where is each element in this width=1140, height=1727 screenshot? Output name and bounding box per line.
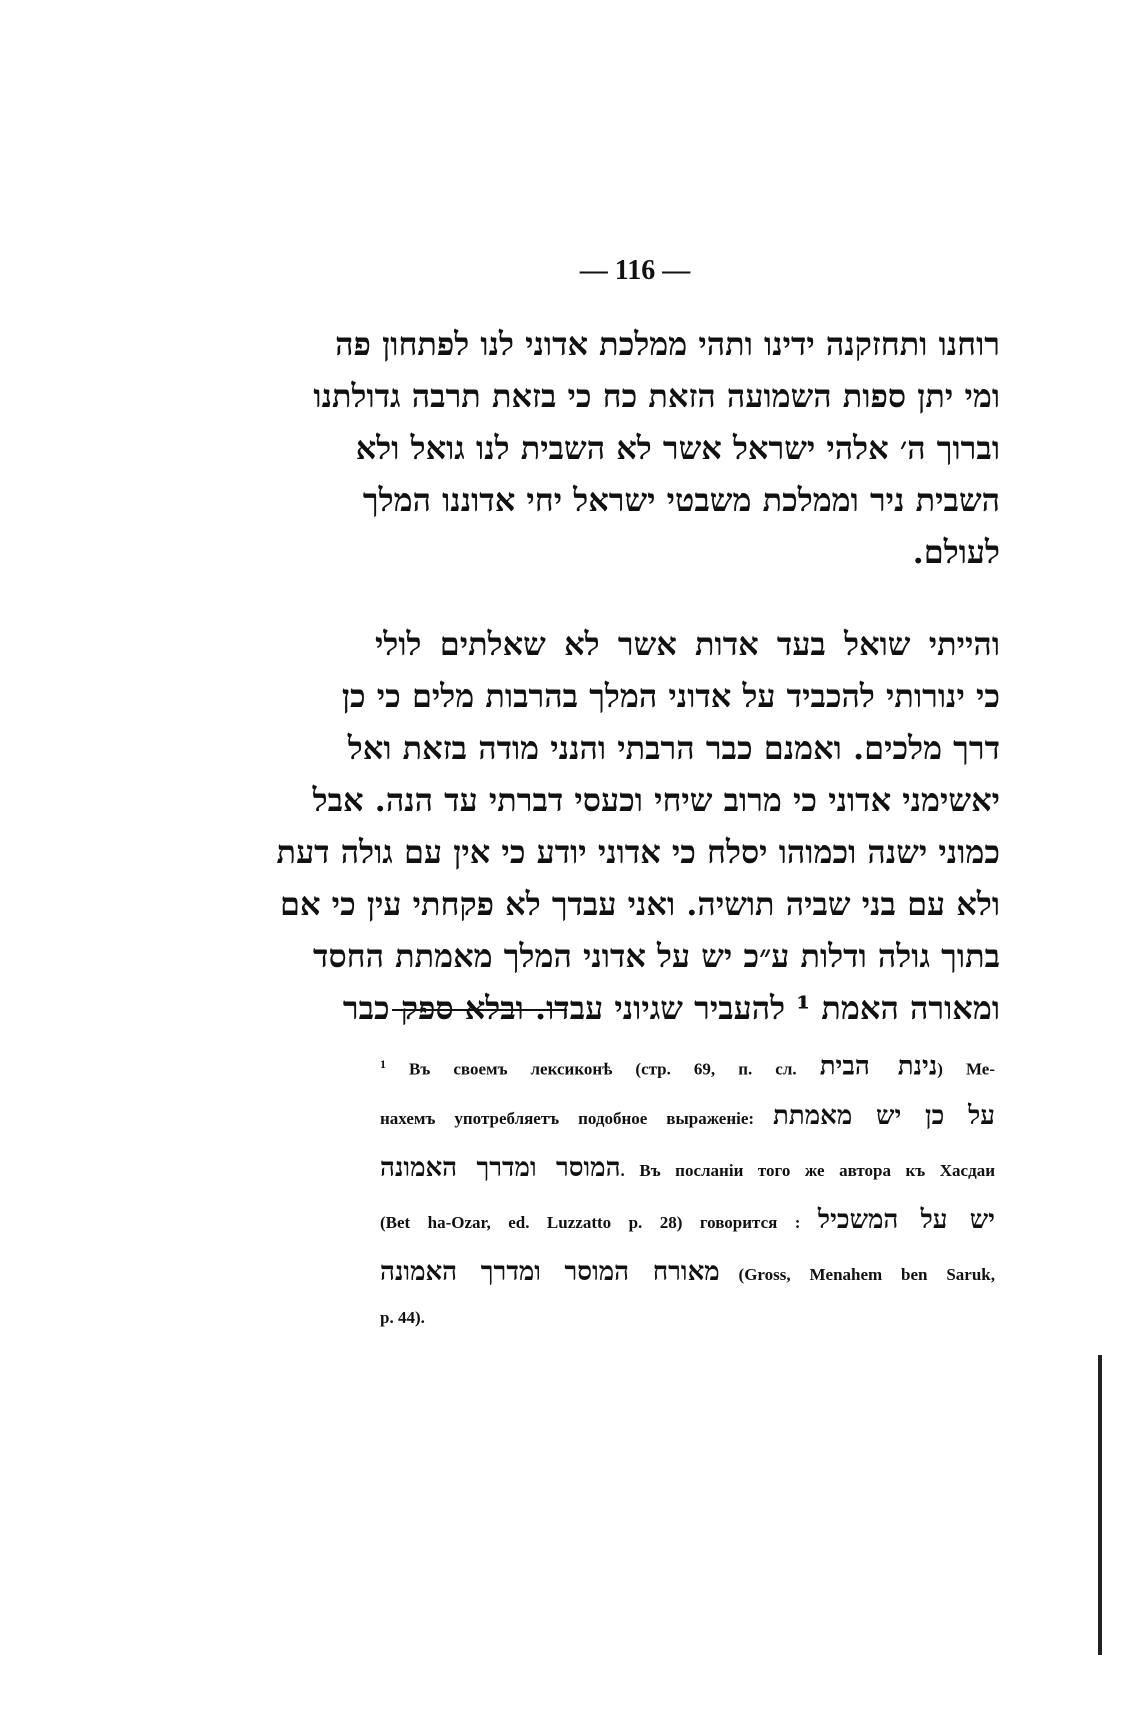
footnote-hebrew: על כן יש מאמתת xyxy=(773,1101,996,1131)
text-line: כי ינורותי להכביד על אדוני המלך בהרבות מלים כי כן xyxy=(341,677,1000,715)
footnote-line xyxy=(380,1194,995,1246)
footnote-hebrew: יש על המשכיל xyxy=(817,1205,995,1235)
footnote-line xyxy=(380,1142,995,1194)
footnote-hebrew: מאורח המוסר ומדרך האמונה xyxy=(380,1257,720,1287)
page-number: — 116 — xyxy=(579,255,691,286)
paragraph-gap xyxy=(375,578,1000,618)
main-text xyxy=(276,318,1000,1034)
footnote-line xyxy=(380,1298,995,1338)
text-line: רוחנו ותחזקנה ידינו ותהי ממלכת אדוני לנו לפתחון פה xyxy=(335,325,1000,363)
text-line: יאשימני אדוני כי מרוב שיחי וכעסי דברתי עד הנה. אבל xyxy=(312,781,1000,819)
footnote-rule xyxy=(392,1009,567,1011)
footnote xyxy=(380,1038,995,1338)
footnote-text: . Въ посланіи того же автора къ Хасдаи xyxy=(620,1161,995,1180)
text-line: השבית ניר וממלכת משבטי ישראל יחי אדוננו המלך xyxy=(362,481,1000,519)
text-line: בתוך גולה ודלות ע״כ יש על אדוני המלך מאמתת החסד xyxy=(313,937,1000,975)
footnote-text: Въ своемъ лексиконѣ (стр. 69, п. сл. xyxy=(409,1059,797,1079)
text-line: ולא עם בני שביה תושיה. ואני עבדך לא פקחתי עין כי אם xyxy=(280,885,1000,923)
scan-edge-mark xyxy=(1098,1355,1102,1655)
footnote-line xyxy=(380,1038,995,1090)
footnote-text: (Bet ha-Ozar, ed. Luzzatto p. 28) говорится : xyxy=(380,1213,801,1232)
footnote-hebrew: המוסר ומדרך האמונה xyxy=(380,1153,621,1183)
footnote-text: (Gross, Menahem ben Saruk, xyxy=(738,1265,996,1284)
footnote-hebrew: נינת הבית xyxy=(819,1051,938,1082)
footnote-line xyxy=(380,1246,995,1298)
footnote-text: нахемъ употребляетъ подобное выраженіе: xyxy=(380,1109,755,1128)
text-line: ומי יתן ספות השמועה הזאת כח כי בזאת תרבה גדולתנו xyxy=(313,377,1000,415)
text-line: לעולם. xyxy=(912,533,1000,571)
footnote-line xyxy=(380,1090,995,1142)
text-line: וברוך ה׳ אלהי ישראל אשר לא השבית לנו גואל ולא xyxy=(355,429,1000,467)
text-line: כמוני ישנה וכמוהו יסלח כי אדוני יודע כי אין עם גולה דעת xyxy=(276,833,1000,871)
footnote-marker: 1 xyxy=(380,1057,386,1071)
text-line: והייתי שואל בעד אדות אשר לא שאלתים לולי xyxy=(375,625,1000,663)
footnote-text: p. 44). xyxy=(380,1308,425,1327)
text-line: ומאורה האמת ¹ להעביר שגיוני עבדו. ובלא ספק כבר xyxy=(342,989,1000,1027)
footnote-text: ) Ме- xyxy=(937,1059,996,1079)
text-line: דרך מלכים. ואמנם כבר הרבתי והנני מודה בזאת ואל xyxy=(347,729,1000,767)
